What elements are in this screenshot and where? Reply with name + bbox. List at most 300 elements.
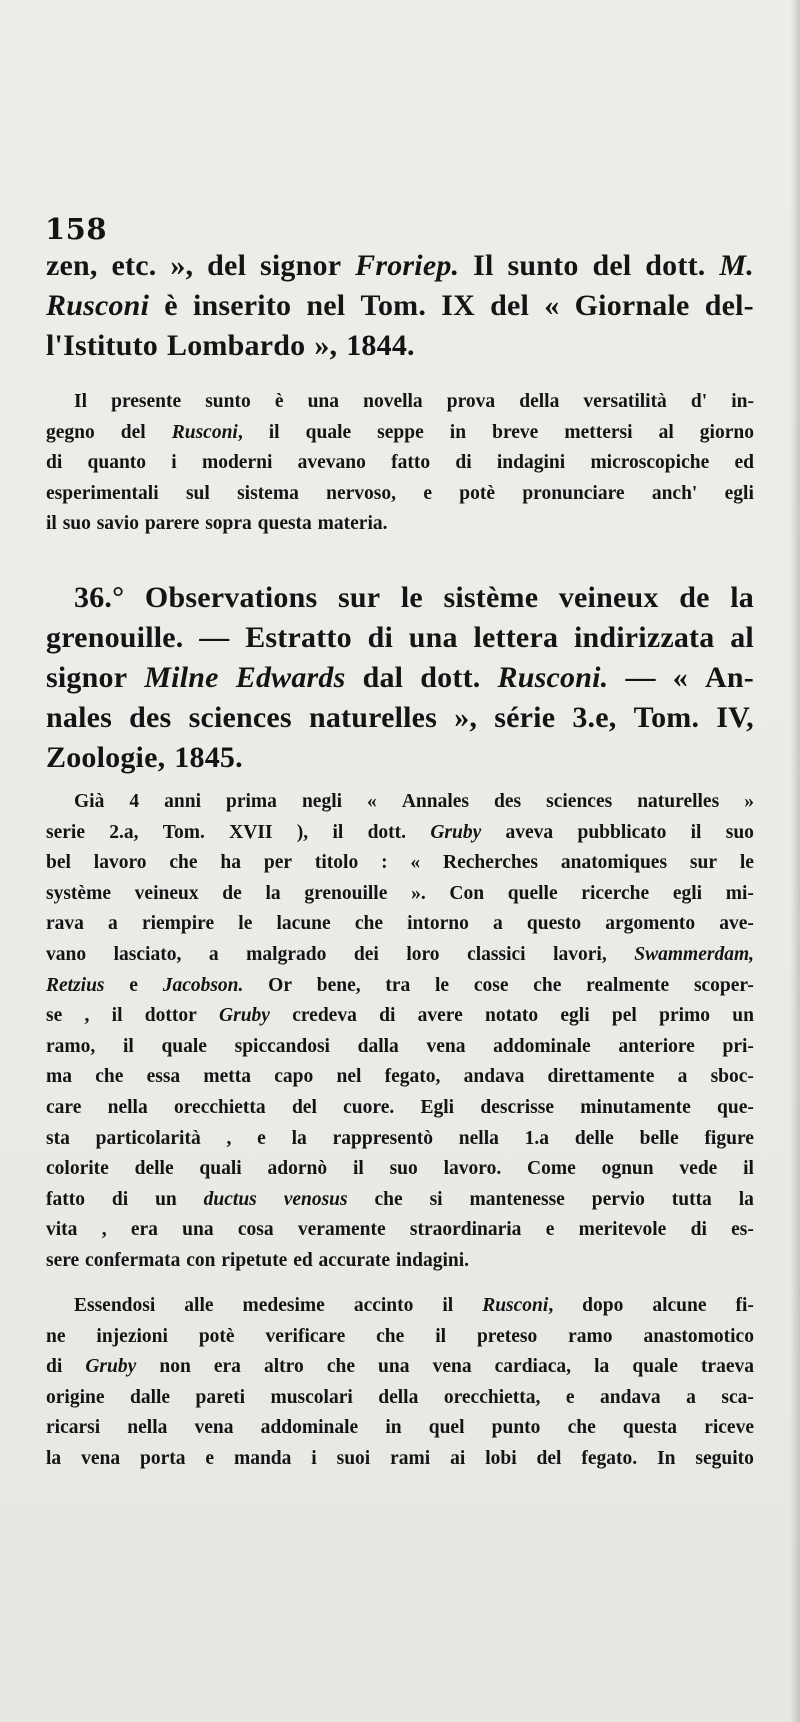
word: es- [731, 1219, 754, 1241]
word: rava [46, 913, 84, 935]
word: Annales [401, 791, 469, 812]
word: sistème [443, 581, 539, 614]
page-edge-shadow [790, 0, 800, 1722]
word: anni [164, 791, 201, 812]
word: capo [274, 1066, 314, 1088]
word: il [332, 821, 344, 843]
word: andava [463, 1066, 525, 1088]
word: pareti [195, 1386, 245, 1408]
word: M. [719, 249, 754, 282]
word: manda [233, 1447, 292, 1469]
text-line [46, 1124, 754, 1155]
word: dalle [129, 1386, 171, 1408]
word: del- [704, 289, 754, 322]
word: straordinaria [409, 1219, 522, 1241]
word: dottor [144, 1005, 197, 1027]
word: sur [337, 581, 381, 614]
word: non [159, 1356, 191, 1378]
word: de [679, 581, 710, 614]
word: il [352, 1158, 364, 1180]
word: lettera [473, 621, 559, 654]
word: quale [305, 421, 352, 443]
word: Jacobson. [162, 974, 244, 996]
word: descrisse [480, 1096, 555, 1118]
word: di [455, 452, 472, 474]
word: punto [491, 1417, 541, 1439]
word: Il [473, 249, 494, 282]
word: ripetute [221, 1249, 288, 1271]
word: lavoro [93, 852, 147, 874]
word: Rusconi, [171, 421, 243, 443]
word: anch' [651, 482, 698, 504]
word: » [744, 791, 754, 812]
word: una [307, 391, 340, 412]
word: negli [301, 791, 343, 812]
word: inserito [192, 289, 292, 322]
word: che [354, 913, 383, 935]
word: sul [185, 482, 210, 504]
word: seguito [695, 1447, 754, 1469]
word: suoi [336, 1447, 371, 1469]
text-line [46, 387, 754, 418]
word: potè [198, 1325, 235, 1347]
word: orecchietta, [443, 1386, 541, 1408]
text-line [46, 1154, 754, 1185]
word: sur [689, 852, 717, 874]
word: che [169, 852, 198, 874]
word: Come [527, 1158, 576, 1180]
word: classici [467, 943, 526, 965]
word: a [493, 913, 503, 935]
word: e [205, 1447, 215, 1469]
text-line [46, 1383, 754, 1414]
word: série [494, 701, 556, 734]
word: Observations [144, 581, 318, 614]
word: notato [485, 1005, 539, 1027]
word: — [199, 621, 230, 654]
word: Tom. [162, 821, 205, 843]
word: , [84, 1005, 90, 1027]
word: al [730, 621, 754, 654]
text-line [46, 1444, 754, 1475]
word: système [46, 882, 111, 904]
word: confermata [85, 1249, 181, 1271]
word: Or [268, 974, 292, 996]
word: ricarsi [46, 1417, 101, 1439]
word: spiccandosi [234, 1035, 330, 1057]
word: prima [226, 791, 277, 812]
word: anteriore [618, 1035, 695, 1057]
word: — [625, 661, 656, 694]
word: 4 [129, 791, 140, 812]
word: lacune [276, 913, 331, 935]
word: anastomotico [643, 1325, 754, 1347]
text-line [46, 1093, 754, 1124]
word: titolo [314, 852, 359, 874]
word: che [326, 1356, 355, 1378]
word: del [207, 249, 247, 282]
word: e [565, 1386, 575, 1408]
word: Swammerdam, [634, 943, 754, 965]
word: suo [62, 513, 91, 535]
word: In [657, 1447, 676, 1469]
word: la [594, 1356, 610, 1378]
word: egli [560, 1005, 590, 1027]
word: sere [46, 1249, 80, 1271]
text-line [46, 1185, 754, 1216]
word: Tom. [360, 289, 427, 322]
text-line [46, 909, 754, 940]
word: bene, [316, 974, 361, 996]
word: lobi [485, 1447, 517, 1469]
word: versatilità [583, 391, 667, 412]
word: dott. [420, 661, 481, 694]
word: XVII [229, 821, 273, 843]
word: zen, [46, 249, 98, 282]
word: quale [161, 1035, 207, 1057]
word: Retzius [46, 974, 105, 996]
word: preteso [476, 1325, 538, 1347]
word: suo [725, 821, 754, 843]
word: lavoro. [443, 1158, 502, 1180]
word: è [164, 289, 178, 322]
word: tutta [671, 1188, 712, 1210]
word: pubblicato [577, 821, 667, 843]
word: del [592, 249, 632, 282]
word: addominale [260, 1417, 359, 1439]
text-line [46, 879, 754, 910]
word: Rusconi. [497, 661, 609, 694]
word: quanto [87, 452, 147, 474]
word: Lombardo [167, 329, 306, 362]
word: ductus [203, 1188, 257, 1210]
text-line [46, 787, 754, 818]
word: sciences [188, 701, 292, 734]
word: », [454, 701, 478, 734]
word: cosa [237, 1219, 274, 1241]
word: orecchietta [174, 1096, 266, 1118]
word: delle [134, 1158, 174, 1180]
word: Egli [420, 1096, 455, 1118]
word: primo [659, 1005, 711, 1027]
word: Già [74, 791, 105, 812]
text-line [46, 578, 754, 618]
word: mettersi [564, 421, 633, 443]
word: , [226, 1127, 232, 1149]
word: veramente [297, 1219, 386, 1241]
word: sunto [205, 391, 251, 412]
word: indagini. [395, 1249, 470, 1271]
word: dei [353, 943, 379, 965]
text-line [46, 448, 754, 479]
word: 36.° [74, 581, 125, 614]
word: presente [111, 391, 182, 412]
text-line [46, 1291, 754, 1322]
word: addominale [493, 1035, 591, 1057]
word: egli [724, 482, 754, 504]
word: altro [264, 1356, 304, 1378]
word: verificare [265, 1325, 346, 1347]
word: Con [449, 882, 485, 904]
text-line [46, 479, 754, 510]
word: le [400, 581, 423, 614]
text-line [46, 246, 754, 286]
word: questo [526, 913, 582, 935]
word: minutamente [580, 1096, 691, 1118]
word: metta [203, 1066, 252, 1088]
word: ramo [568, 1325, 613, 1347]
word: vita [46, 1219, 78, 1241]
word: andava [599, 1386, 661, 1408]
word: di [46, 452, 63, 474]
word: parere [144, 513, 200, 535]
word: colorite [46, 1158, 109, 1180]
text-line [46, 418, 754, 449]
word: d' [690, 391, 708, 412]
word: questa [257, 513, 312, 535]
word: ramo, [46, 1035, 96, 1057]
word: », [314, 329, 338, 362]
word: che [533, 974, 562, 996]
word: ne [46, 1325, 66, 1347]
word: : [381, 852, 388, 874]
word: « [672, 661, 688, 694]
word: nella [107, 1096, 148, 1118]
word: una [182, 1219, 214, 1241]
word: per [263, 852, 293, 874]
word: che [376, 1325, 405, 1347]
word: egli [672, 882, 703, 904]
word: vede [679, 1158, 718, 1180]
word: è [274, 391, 284, 412]
word: della [378, 1386, 419, 1408]
word: bel [46, 852, 71, 874]
word: a [208, 943, 219, 965]
word: origine [46, 1386, 105, 1408]
word: l'Istituto [46, 329, 159, 362]
word: ricerche [581, 882, 650, 904]
word: Rusconi, [482, 1295, 554, 1316]
word: ), [296, 821, 309, 843]
word: Gruby [430, 821, 482, 843]
text-line [46, 1413, 754, 1444]
word: ai [450, 1447, 466, 1469]
word: savio [96, 513, 139, 535]
word: dopo [582, 1295, 624, 1316]
word: ». [411, 882, 426, 904]
word: il [46, 513, 57, 535]
word: potè [459, 482, 496, 504]
word: « [367, 791, 377, 812]
word: veineux [558, 581, 659, 614]
text-line [46, 818, 754, 849]
word: grenouille. [46, 621, 184, 654]
word: « [410, 852, 421, 874]
word: vena [426, 1035, 466, 1057]
word: fegato. [581, 1447, 638, 1469]
word: ha [220, 852, 241, 874]
word: si [429, 1188, 443, 1210]
word: il [442, 1295, 454, 1316]
word: essa [146, 1066, 181, 1088]
word: anatomiques [560, 852, 668, 874]
word: ed [293, 1249, 313, 1271]
word: breve [492, 421, 539, 443]
text-line [46, 1246, 754, 1277]
word: sistema [237, 482, 299, 504]
word: cose [473, 974, 509, 996]
word: era [130, 1219, 158, 1241]
word: Gruby [85, 1356, 137, 1378]
word: traeva [700, 1356, 754, 1378]
word: adornò [267, 1158, 328, 1180]
word: che [374, 1188, 403, 1210]
text-line [46, 738, 754, 778]
word: e [423, 482, 432, 504]
word: indagini [496, 452, 566, 474]
word: belle [639, 1127, 679, 1149]
word: particolarità [95, 1127, 201, 1149]
word: , [101, 1219, 107, 1241]
word: microscopiche [590, 452, 710, 474]
word: intorno [407, 913, 469, 935]
word: dott. [645, 249, 706, 282]
word: fatto [46, 1188, 85, 1210]
word: quali [199, 1158, 242, 1180]
text-line [46, 698, 754, 738]
word: nella [127, 1417, 168, 1439]
text-line [46, 326, 754, 366]
word: della [519, 391, 560, 412]
word: Milne [144, 661, 219, 694]
word: fi- [735, 1295, 754, 1316]
text-line [46, 940, 754, 971]
word: sboc- [710, 1066, 754, 1088]
word: de [222, 882, 242, 904]
word: fegato, [384, 1066, 441, 1088]
word: malgrado [246, 943, 327, 965]
word: in- [731, 391, 754, 412]
word: An- [705, 661, 754, 694]
word: medesime [242, 1295, 325, 1316]
word: figure [704, 1127, 754, 1149]
word: dott. [367, 821, 407, 843]
word: il [743, 1158, 754, 1180]
word: una [378, 1356, 410, 1378]
word: des [494, 791, 522, 812]
word: e [545, 1219, 555, 1241]
word: scoper- [693, 974, 754, 996]
word: venosus [283, 1188, 348, 1210]
word: la [730, 581, 754, 614]
word: serie [46, 821, 85, 843]
word: tra [385, 974, 411, 996]
word: di [367, 621, 393, 654]
word: Il [74, 391, 88, 412]
word: e [129, 974, 138, 996]
text-line [46, 1032, 754, 1063]
word: Recherches [443, 852, 538, 874]
word: ognun [601, 1158, 654, 1180]
word: », [170, 249, 194, 282]
word: dal [362, 661, 404, 694]
word: riempire [141, 913, 215, 935]
word: il [111, 1005, 123, 1027]
word: quelle [507, 882, 558, 904]
text-line [46, 1322, 754, 1353]
word: a [677, 1066, 688, 1088]
word: il [435, 1325, 447, 1347]
word: meritevole [578, 1219, 667, 1241]
text-line [46, 658, 754, 698]
word: 1.a [524, 1127, 550, 1149]
word: era [213, 1356, 241, 1378]
word: cuore. [343, 1096, 395, 1118]
word: grenouille [304, 882, 388, 904]
word: questa [622, 1417, 678, 1439]
word: Rusconi [46, 289, 150, 322]
word: sta [46, 1127, 70, 1149]
word: muscolari [270, 1386, 353, 1408]
text-line [46, 971, 754, 1002]
word: que- [717, 1096, 754, 1118]
word: ave- [719, 913, 754, 935]
word: vena [432, 1356, 472, 1378]
word: del [120, 421, 146, 443]
word: IX [441, 289, 475, 322]
word: di [690, 1219, 707, 1241]
bibliography-entry-36 [46, 578, 754, 778]
word: moderni [201, 452, 273, 474]
word: 2.a, [109, 821, 139, 843]
word: indirizzata [573, 621, 715, 654]
word: nel [306, 289, 346, 322]
word: cardiaca, [494, 1356, 572, 1378]
word: di [111, 1188, 129, 1210]
page-number: 158 [45, 212, 108, 246]
word: care [46, 1096, 82, 1118]
word: veineux [134, 882, 199, 904]
word: di [379, 1005, 396, 1027]
word: la [738, 1188, 754, 1210]
word: IV, [716, 701, 754, 734]
word: nella [458, 1127, 499, 1149]
commentary-note [46, 387, 754, 540]
text-line [46, 1352, 754, 1383]
word: Zoologie, [46, 741, 166, 774]
text-line [46, 286, 754, 326]
word: lasciato, [113, 943, 182, 965]
word: avere [417, 1005, 463, 1027]
word: prova [446, 391, 496, 412]
word: accinto [353, 1295, 414, 1316]
word: vena [194, 1417, 234, 1439]
word: mantenesse [469, 1188, 565, 1210]
word: avevano [297, 452, 366, 474]
word: giorno [699, 421, 754, 443]
word: lavori, [553, 943, 607, 965]
word: injezioni [96, 1325, 168, 1347]
word: sopra [205, 513, 252, 535]
word: e [257, 1127, 266, 1149]
word: Estratto [245, 621, 352, 654]
word: materia. [317, 513, 388, 535]
word: Tom. [633, 701, 700, 734]
word: quel [428, 1417, 465, 1439]
word: loro [406, 943, 440, 965]
word: la [46, 1447, 62, 1469]
word: riceve [704, 1417, 754, 1439]
